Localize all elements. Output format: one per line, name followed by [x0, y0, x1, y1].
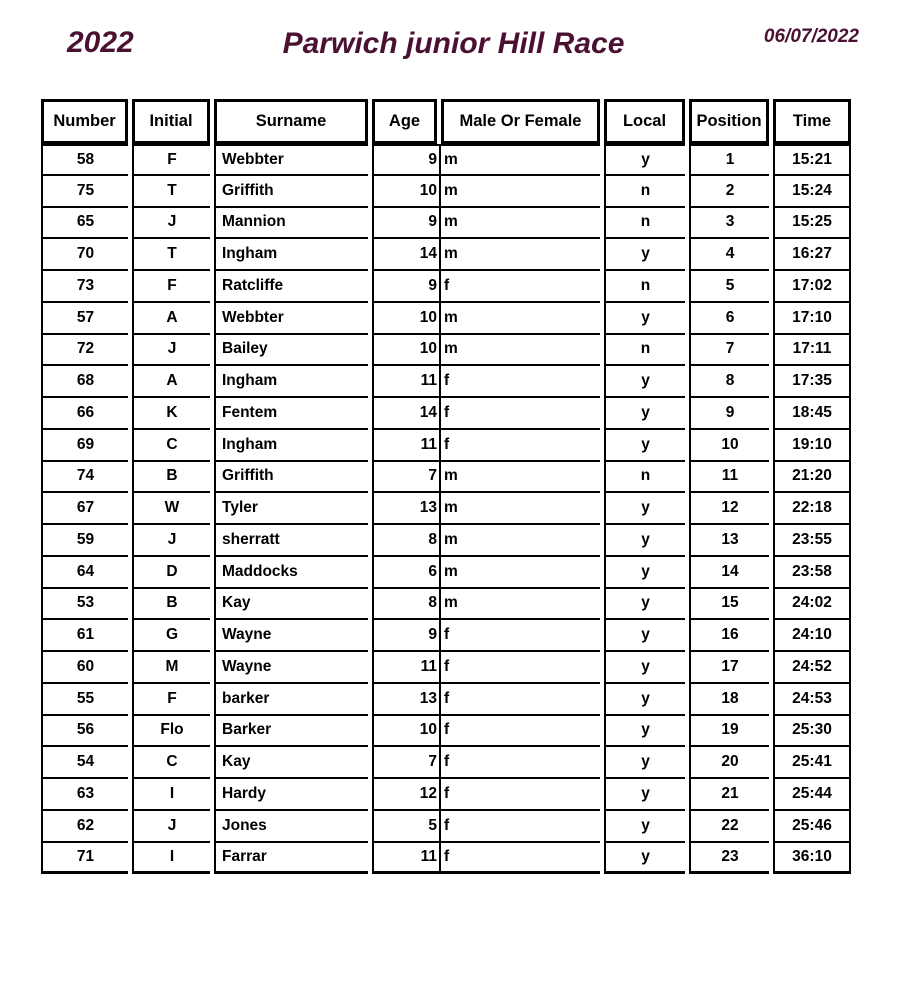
cell-gender: f — [441, 271, 600, 303]
cell-position: 10 — [689, 430, 769, 462]
cell-time: 24:52 — [773, 652, 851, 684]
cell-surname: Mannion — [214, 208, 368, 240]
cell-initial: B — [132, 589, 210, 621]
cell-time: 19:10 — [773, 430, 851, 462]
cell-time: 15:21 — [773, 144, 851, 176]
cell-time: 21:20 — [773, 462, 851, 494]
cell-local: n — [604, 335, 685, 367]
cell-gender: m — [441, 525, 600, 557]
cell-gender: m — [441, 239, 600, 271]
cell-gender: m — [441, 208, 600, 240]
cell-position: 22 — [689, 811, 769, 843]
cell-time: 18:45 — [773, 398, 851, 430]
cell-local: y — [604, 366, 685, 398]
cell-number: 61 — [41, 620, 128, 652]
cell-gender: f — [441, 620, 600, 652]
cell-time: 24:10 — [773, 620, 851, 652]
cell-gender: m — [441, 144, 600, 176]
cell-surname: Kay — [214, 747, 368, 779]
cell-age: 11 — [372, 430, 441, 462]
cell-initial: G — [132, 620, 210, 652]
cell-time: 22:18 — [773, 493, 851, 525]
cell-number: 67 — [41, 493, 128, 525]
cell-surname: Maddocks — [214, 557, 368, 589]
cell-surname: Farrar — [214, 843, 368, 875]
cell-age: 9 — [372, 271, 441, 303]
column-header-initial: Initial — [132, 99, 210, 144]
cell-number: 72 — [41, 335, 128, 367]
cell-time: 25:46 — [773, 811, 851, 843]
cell-local: y — [604, 716, 685, 748]
cell-position: 5 — [689, 271, 769, 303]
cell-number: 53 — [41, 589, 128, 621]
cell-gender: m — [441, 335, 600, 367]
cell-gender: m — [441, 493, 600, 525]
cell-position: 15 — [689, 589, 769, 621]
cell-number: 65 — [41, 208, 128, 240]
cell-number: 54 — [41, 747, 128, 779]
cell-age: 10 — [372, 335, 441, 367]
cell-gender: m — [441, 176, 600, 208]
cell-surname: Ingham — [214, 366, 368, 398]
cell-time: 17:35 — [773, 366, 851, 398]
document-header — [0, 0, 907, 98]
cell-surname: Webbter — [214, 303, 368, 335]
cell-position: 12 — [689, 493, 769, 525]
cell-local: n — [604, 176, 685, 208]
cell-local: y — [604, 525, 685, 557]
cell-initial: C — [132, 747, 210, 779]
cell-gender: f — [441, 811, 600, 843]
cell-position: 20 — [689, 747, 769, 779]
cell-position: 1 — [689, 144, 769, 176]
cell-surname: Kay — [214, 589, 368, 621]
cell-age: 13 — [372, 684, 441, 716]
date-label: 06/07/2022 — [763, 26, 859, 47]
cell-age: 13 — [372, 493, 441, 525]
cell-time: 24:53 — [773, 684, 851, 716]
cell-number: 62 — [41, 811, 128, 843]
cell-position: 19 — [689, 716, 769, 748]
cell-gender: f — [441, 716, 600, 748]
cell-time: 16:27 — [773, 239, 851, 271]
cell-surname: Fentem — [214, 398, 368, 430]
cell-surname: Hardy — [214, 779, 368, 811]
cell-surname: Tyler — [214, 493, 368, 525]
cell-local: y — [604, 589, 685, 621]
cell-local: n — [604, 462, 685, 494]
page-title: Parwich junior Hill Race — [282, 27, 625, 60]
cell-local: n — [604, 208, 685, 240]
cell-local: y — [604, 557, 685, 589]
cell-number: 71 — [41, 843, 128, 875]
cell-position: 8 — [689, 366, 769, 398]
cell-time: 25:30 — [773, 716, 851, 748]
cell-age: 9 — [372, 620, 441, 652]
cell-local: y — [604, 779, 685, 811]
cell-initial: J — [132, 811, 210, 843]
cell-time: 24:02 — [773, 589, 851, 621]
cell-age: 7 — [372, 747, 441, 779]
cell-local: y — [604, 843, 685, 875]
cell-local: y — [604, 303, 685, 335]
column-header-time: Time — [773, 99, 851, 144]
cell-number: 55 — [41, 684, 128, 716]
cell-number: 56 — [41, 716, 128, 748]
cell-age: 8 — [372, 525, 441, 557]
cell-surname: Wayne — [214, 652, 368, 684]
cell-surname: barker — [214, 684, 368, 716]
cell-position: 16 — [689, 620, 769, 652]
cell-time: 23:55 — [773, 525, 851, 557]
cell-local: n — [604, 271, 685, 303]
cell-initial: A — [132, 303, 210, 335]
cell-number: 66 — [41, 398, 128, 430]
cell-initial: I — [132, 843, 210, 875]
cell-age: 10 — [372, 716, 441, 748]
cell-age: 8 — [372, 589, 441, 621]
cell-position: 17 — [689, 652, 769, 684]
column-header-surname: Surname — [214, 99, 368, 144]
cell-position: 2 — [689, 176, 769, 208]
cell-number: 63 — [41, 779, 128, 811]
cell-time: 23:58 — [773, 557, 851, 589]
cell-initial: F — [132, 684, 210, 716]
cell-time: 17:10 — [773, 303, 851, 335]
cell-gender: m — [441, 462, 600, 494]
cell-age: 9 — [372, 144, 441, 176]
cell-position: 6 — [689, 303, 769, 335]
cell-age: 7 — [372, 462, 441, 494]
column-header-position: Position — [689, 99, 769, 144]
cell-initial: J — [132, 335, 210, 367]
cell-surname: Ingham — [214, 239, 368, 271]
cell-initial: A — [132, 366, 210, 398]
cell-initial: J — [132, 525, 210, 557]
cell-age: 11 — [372, 652, 441, 684]
cell-position: 11 — [689, 462, 769, 494]
cell-age: 14 — [372, 398, 441, 430]
cell-time: 15:25 — [773, 208, 851, 240]
cell-age: 11 — [372, 843, 441, 875]
cell-initial: M — [132, 652, 210, 684]
cell-gender: m — [441, 589, 600, 621]
cell-position: 23 — [689, 843, 769, 875]
cell-time: 17:02 — [773, 271, 851, 303]
cell-number: 57 — [41, 303, 128, 335]
cell-surname: Ratcliffe — [214, 271, 368, 303]
cell-initial: W — [132, 493, 210, 525]
cell-initial: F — [132, 144, 210, 176]
cell-number: 74 — [41, 462, 128, 494]
cell-time: 17:11 — [773, 335, 851, 367]
cell-local: y — [604, 684, 685, 716]
cell-number: 59 — [41, 525, 128, 557]
cell-gender: f — [441, 843, 600, 875]
cell-position: 3 — [689, 208, 769, 240]
cell-gender: m — [441, 557, 600, 589]
cell-age: 9 — [372, 208, 441, 240]
cell-number: 68 — [41, 366, 128, 398]
cell-number: 60 — [41, 652, 128, 684]
cell-initial: J — [132, 208, 210, 240]
column-header-number: Number — [41, 99, 128, 144]
cell-position: 21 — [689, 779, 769, 811]
cell-initial: I — [132, 779, 210, 811]
cell-time: 25:41 — [773, 747, 851, 779]
cell-age: 11 — [372, 366, 441, 398]
cell-age: 10 — [372, 303, 441, 335]
cell-age: 12 — [372, 779, 441, 811]
cell-surname: Webbter — [214, 144, 368, 176]
cell-local: y — [604, 811, 685, 843]
cell-number: 70 — [41, 239, 128, 271]
cell-surname: Griffith — [214, 462, 368, 494]
cell-gender: f — [441, 684, 600, 716]
cell-age: 6 — [372, 557, 441, 589]
cell-number: 64 — [41, 557, 128, 589]
cell-local: y — [604, 398, 685, 430]
results-table — [41, 99, 851, 874]
cell-local: y — [604, 747, 685, 779]
cell-position: 18 — [689, 684, 769, 716]
column-header-local: Local — [604, 99, 685, 144]
cell-position: 7 — [689, 335, 769, 367]
cell-surname: Bailey — [214, 335, 368, 367]
cell-local: y — [604, 620, 685, 652]
cell-gender: f — [441, 430, 600, 462]
cell-initial: F — [132, 271, 210, 303]
cell-initial: T — [132, 176, 210, 208]
cell-number: 58 — [41, 144, 128, 176]
cell-local: y — [604, 493, 685, 525]
cell-local: y — [604, 652, 685, 684]
cell-gender: f — [441, 366, 600, 398]
cell-gender: m — [441, 303, 600, 335]
cell-position: 13 — [689, 525, 769, 557]
cell-surname: Barker — [214, 716, 368, 748]
cell-position: 9 — [689, 398, 769, 430]
cell-local: y — [604, 144, 685, 176]
cell-number: 75 — [41, 176, 128, 208]
cell-initial: K — [132, 398, 210, 430]
cell-gender: f — [441, 652, 600, 684]
cell-number: 69 — [41, 430, 128, 462]
column-header-gender: Male Or Female — [441, 99, 600, 144]
cell-surname: sherratt — [214, 525, 368, 557]
cell-gender: f — [441, 779, 600, 811]
cell-initial: T — [132, 239, 210, 271]
cell-time: 36:10 — [773, 843, 851, 875]
cell-gender: f — [441, 398, 600, 430]
cell-local: y — [604, 239, 685, 271]
cell-local: y — [604, 430, 685, 462]
cell-surname: Jones — [214, 811, 368, 843]
cell-age: 10 — [372, 176, 441, 208]
cell-time: 15:24 — [773, 176, 851, 208]
cell-age: 5 — [372, 811, 441, 843]
year-label: 2022 — [67, 26, 134, 59]
cell-surname: Wayne — [214, 620, 368, 652]
cell-position: 4 — [689, 239, 769, 271]
cell-surname: Ingham — [214, 430, 368, 462]
cell-initial: B — [132, 462, 210, 494]
cell-initial: D — [132, 557, 210, 589]
cell-initial: C — [132, 430, 210, 462]
cell-initial: Flo — [132, 716, 210, 748]
cell-time: 25:44 — [773, 779, 851, 811]
cell-age: 14 — [372, 239, 441, 271]
column-header-age: Age — [372, 99, 437, 144]
cell-position: 14 — [689, 557, 769, 589]
cell-gender: f — [441, 747, 600, 779]
cell-number: 73 — [41, 271, 128, 303]
cell-surname: Griffith — [214, 176, 368, 208]
